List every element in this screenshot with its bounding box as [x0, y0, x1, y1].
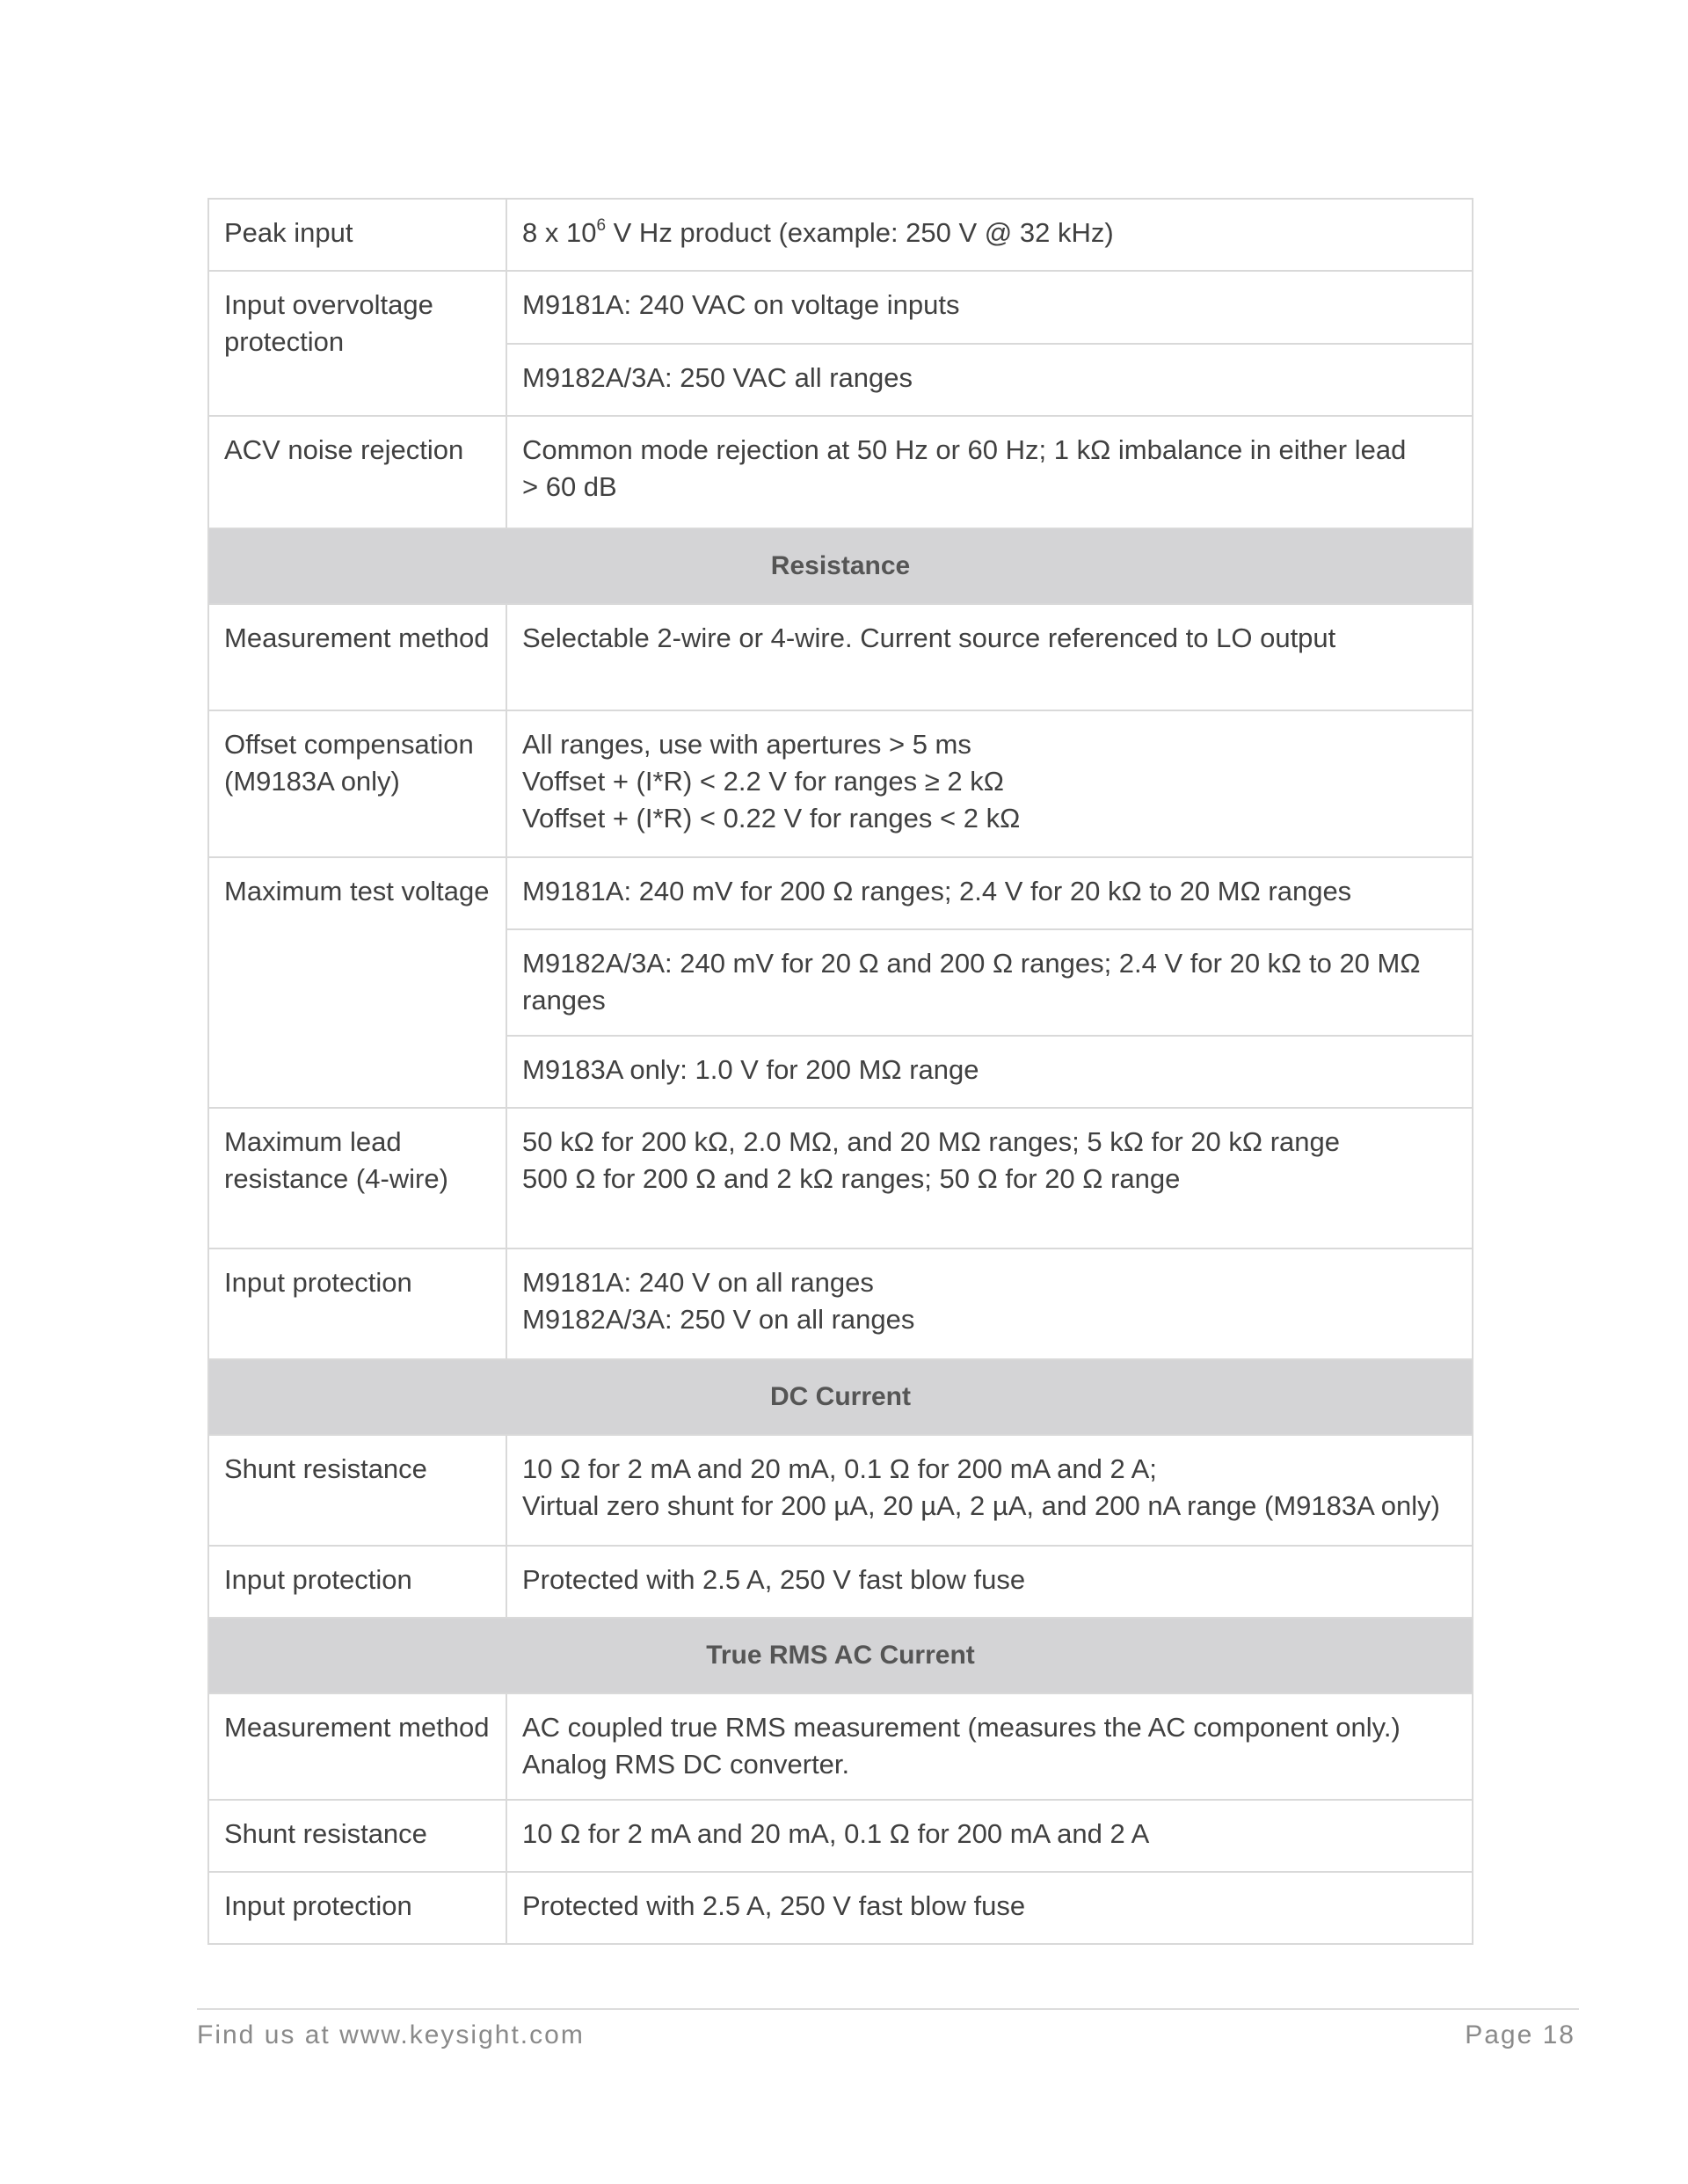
spec-value-line: M9182A/3A: 250 V on all ranges: [522, 1304, 915, 1335]
spec-label: [208, 1693, 506, 1800]
spec-value: [506, 604, 1473, 710]
spec-value: [506, 710, 1473, 857]
spec-label: [208, 1435, 506, 1546]
spec-label: [208, 604, 506, 710]
spec-label-text: ACV noise rejection: [224, 434, 464, 465]
spec-label: [208, 416, 506, 528]
spec-label: [208, 710, 506, 857]
spec-label: [208, 199, 506, 271]
spec-label-text: Input overvoltage protection: [224, 289, 433, 357]
spec-label: [208, 1249, 506, 1359]
spec-row: [208, 1108, 1473, 1249]
spec-value-line: All ranges, use with apertures > 5 ms: [522, 729, 971, 760]
spec-label-text: Peak input: [224, 217, 353, 248]
spec-value: [506, 1249, 1473, 1359]
section-title: True RMS AC Current: [208, 1618, 1473, 1693]
spec-value: [506, 1546, 1473, 1618]
spec-label-text: Maximum lead resistance (4-wire): [224, 1126, 448, 1194]
section-header-row: [208, 1359, 1473, 1435]
spec-row: [208, 199, 1473, 271]
spec-value-line: Selectable 2-wire or 4-wire. Current source referenced to LO output: [522, 622, 1336, 653]
spec-value-line: Common mode rejection at 50 Hz or 60 Hz; 1 kΩ imbalance in either lead: [522, 434, 1407, 465]
spec-row: [208, 1872, 1473, 1944]
spec-label: [208, 271, 506, 416]
spec-value-line: AC coupled true RMS measurement (measures the AC component only.): [522, 1712, 1401, 1743]
spec-label-text: Shunt resistance: [224, 1818, 427, 1849]
spec-label-text: Input protection: [224, 1267, 412, 1298]
spec-value: [506, 1108, 1473, 1249]
footer-page-number: Page 18: [1465, 2020, 1575, 2049]
section-title: Resistance: [208, 528, 1473, 604]
spec-value-line: 50 kΩ for 200 kΩ, 2.0 MΩ, and 20 MΩ ranges; 5 kΩ for 20 kΩ range: [522, 1126, 1340, 1157]
spec-value: [506, 271, 1473, 344]
spec-value-line: M9182A/3A: 240 mV for 20 Ω and 200 Ω ranges; 2.4 V for 20 kΩ to 20 MΩ: [522, 948, 1421, 979]
section-title: DC Current: [208, 1359, 1473, 1435]
footer-divider: [197, 2008, 1579, 2010]
spec-label-text: Offset compensation (M9183A only): [224, 729, 474, 797]
spec-label-text: Input protection: [224, 1890, 412, 1921]
spec-value: [506, 1036, 1473, 1108]
spec-value: [506, 929, 1473, 1036]
spec-value-line: 10 Ω for 2 mA and 20 mA, 0.1 Ω for 200 mA and 2 A;: [522, 1453, 1157, 1484]
spec-value: [506, 857, 1473, 929]
spec-value-line: M9181A: 240 mV for 200 Ω ranges; 2.4 V for 20 kΩ to 20 MΩ ranges: [522, 876, 1352, 906]
spec-value-line: ranges: [522, 985, 606, 1016]
spec-table-body: [208, 199, 1473, 1944]
spec-value-line: M9181A: 240 VAC on voltage inputs: [522, 289, 960, 320]
spec-value: [506, 344, 1473, 416]
spec-label: [208, 1108, 506, 1249]
spec-label: [208, 1800, 506, 1872]
spec-value: [506, 1435, 1473, 1546]
spec-label: [208, 1546, 506, 1618]
spec-row: [208, 1546, 1473, 1618]
spec-value-line: Virtual zero shunt for 200 µA, 20 µA, 2 µA, and 200 nA range (M9183A only): [522, 1490, 1440, 1521]
spec-value-line: Protected with 2.5 A, 250 V fast blow fuse: [522, 1890, 1026, 1921]
spec-value-line: [522, 215, 1457, 251]
spec-value-line: 10 Ω for 2 mA and 20 mA, 0.1 Ω for 200 mA and 2 A: [522, 1818, 1150, 1849]
spec-value-line: Protected with 2.5 A, 250 V fast blow fuse: [522, 1564, 1026, 1595]
spec-label: [208, 857, 506, 1108]
spec-value-exponent: 6: [596, 215, 607, 235]
spec-value-line: Analog RMS DC converter.: [522, 1749, 850, 1780]
spec-row: [208, 1800, 1473, 1872]
spec-value-line: Voffset + (I*R) < 0.22 V for ranges < 2 kΩ: [522, 803, 1021, 834]
spec-value-line: M9182A/3A: 250 VAC all ranges: [522, 362, 913, 393]
spec-value-line: M9183A only: 1.0 V for 200 MΩ range: [522, 1054, 979, 1085]
spec-row: [208, 604, 1473, 710]
spec-value-line: M9181A: 240 V on all ranges: [522, 1267, 874, 1298]
section-header-row: [208, 528, 1473, 604]
spec-value: [506, 199, 1473, 271]
spec-value-line: Voffset + (I*R) < 2.2 V for ranges ≥ 2 kΩ: [522, 766, 1004, 797]
spec-value: [506, 1693, 1473, 1800]
spec-table: [207, 198, 1473, 1945]
spec-label-text: Measurement method: [224, 622, 490, 653]
spec-row: [208, 1249, 1473, 1359]
spec-value: [506, 416, 1473, 528]
spec-value-base: 8 x 10: [522, 217, 597, 248]
spec-label-text: Measurement method: [224, 1712, 490, 1743]
spec-label: [208, 1872, 506, 1944]
spec-row: [208, 271, 1473, 344]
spec-label-text: Input protection: [224, 1564, 412, 1595]
spec-value: [506, 1800, 1473, 1872]
spec-value-line: 500 Ω for 200 Ω and 2 kΩ ranges; 50 Ω for 20 Ω range: [522, 1163, 1181, 1194]
spec-value: [506, 1872, 1473, 1944]
footer-website: Find us at www.keysight.com: [197, 2020, 585, 2049]
spec-label-text: Shunt resistance: [224, 1453, 427, 1484]
spec-row: [208, 1435, 1473, 1546]
spec-row: [208, 416, 1473, 528]
section-header-row: [208, 1618, 1473, 1693]
spec-value-line: > 60 dB: [522, 471, 617, 502]
spec-value-rest: V Hz product (example: 250 V @ 32 kHz): [606, 217, 1114, 248]
spec-row: [208, 710, 1473, 857]
spec-row: [208, 1693, 1473, 1800]
spec-label-text: Maximum test voltage: [224, 876, 490, 906]
spec-row: [208, 857, 1473, 929]
